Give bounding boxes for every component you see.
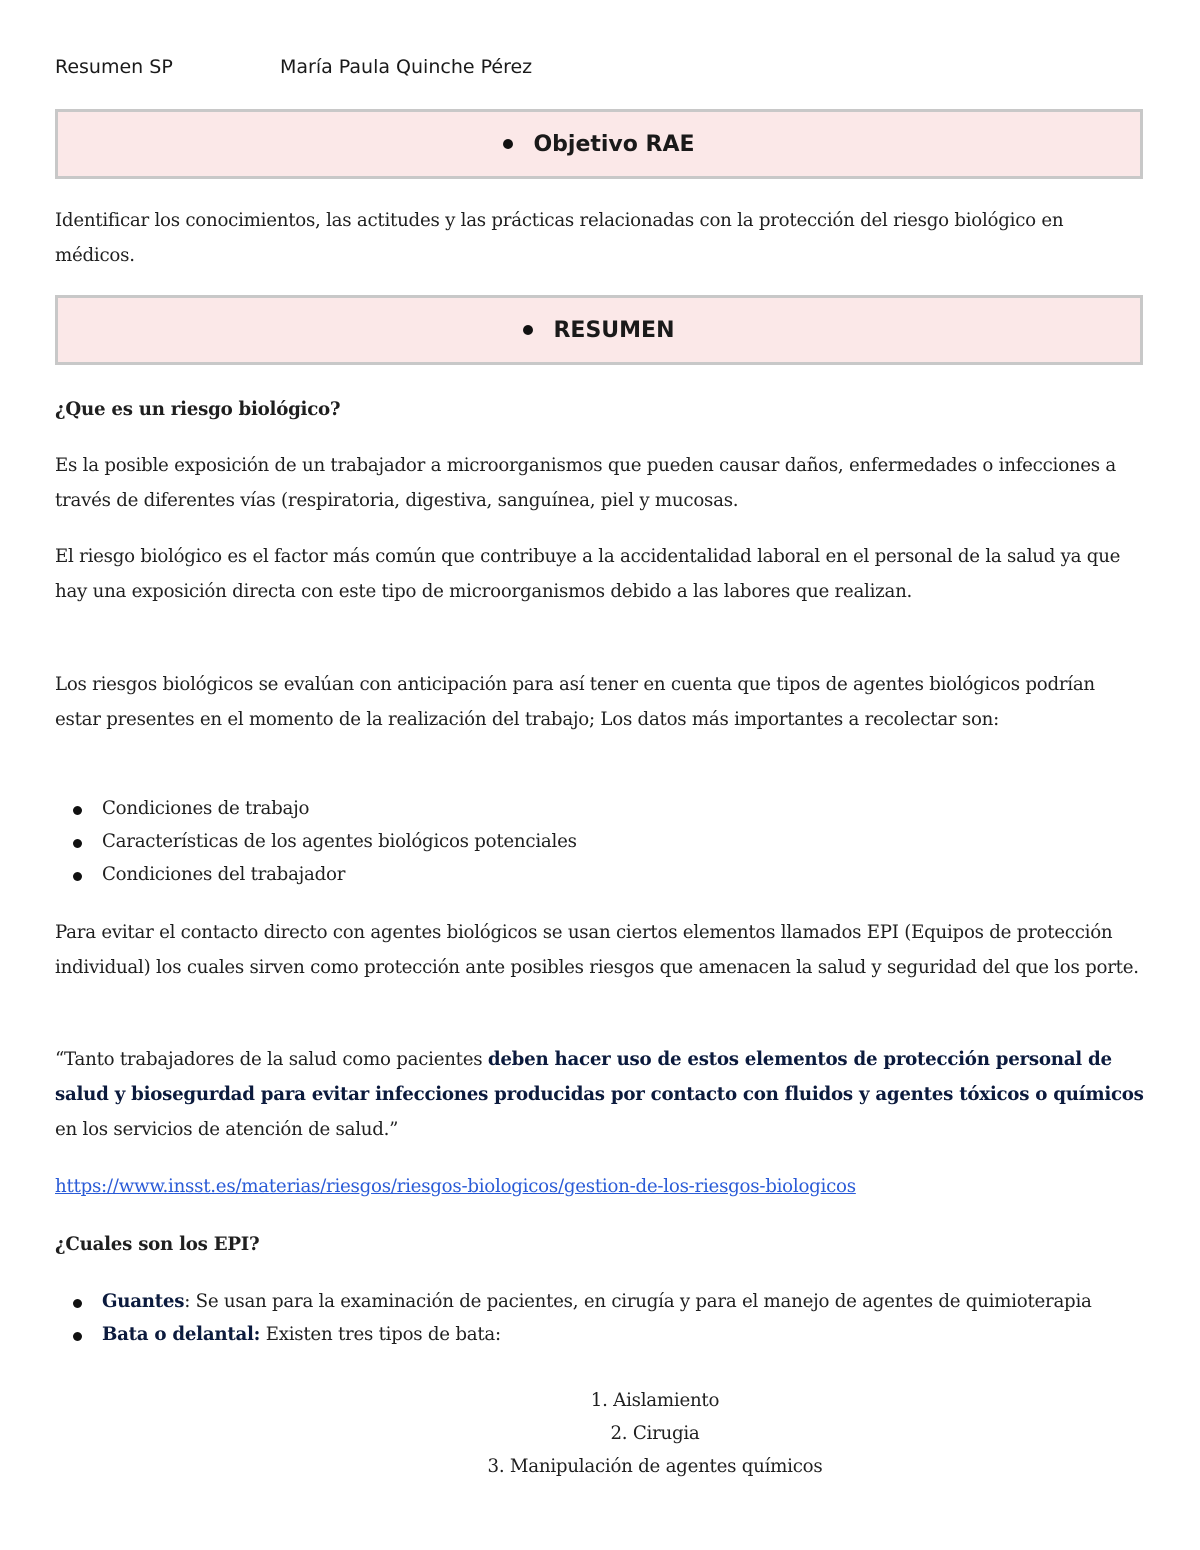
- epi-intro-paragraph: Para evitar el contacto directo con agentes biológicos se usan ciertos elementos llamados EPI (Equipos de protección individual) los cuales sirven como protección ante posibles riesgos que amenacen la salud y seguridad del que los porte.: [55, 922, 1139, 978]
- list-item: [55, 825, 1145, 858]
- bata-label: Bata o delantal:: [102, 1324, 261, 1345]
- guantes-text: : Se usan para la examinación de pacientes, en cirugía y para el manejo de agentes de quimioterapia: [184, 1291, 1092, 1312]
- author-name: María Paula Quinche Pérez: [280, 56, 533, 78]
- page-header: [55, 56, 1145, 82]
- bullet-icon: [73, 872, 82, 881]
- guantes-label: Guantes: [102, 1291, 185, 1312]
- bata-text: Existen tres tipos de bata:: [260, 1324, 501, 1345]
- quote-start: “Tanto trabajadores de la salud como pacientes: [55, 1049, 488, 1070]
- list-item-text: Características de los agentes biológicos potenciales: [102, 831, 577, 852]
- source-link-line: [55, 1169, 1145, 1204]
- list-item: 2. Cirugia: [610, 1423, 700, 1444]
- list-item: [55, 858, 1145, 891]
- list-item: 1. Aislamiento: [590, 1390, 720, 1411]
- list-item-text: Condiciones de trabajo: [102, 798, 310, 819]
- quote-end: en los servicios de atención de salud.”: [55, 1119, 399, 1140]
- datos-list: [55, 792, 1145, 891]
- list-item-text: Condiciones del trabajador: [102, 864, 346, 885]
- epi-list: [55, 1285, 1145, 1351]
- riesgo-question-heading: ¿Que es un riesgo biológico?: [55, 399, 341, 420]
- epi-question-heading: ¿Cuales son los EPI?: [55, 1234, 260, 1255]
- riesgo-paragraph-3: Los riesgos biológicos se evalúan con anticipación para así tener en cuenta que tipos de agentes biológicos podrían estar presentes en el momento de la realización del trabajo; Los datos más importantes a recolectar son:: [55, 674, 1095, 730]
- objetivo-section-banner: [55, 109, 1143, 179]
- bata-types-list: [405, 1384, 905, 1483]
- list-item: 3. Manipulación de agentes químicos: [487, 1456, 823, 1477]
- list-item: [55, 1318, 1145, 1351]
- objetivo-text: Identificar los conocimientos, las actitudes y las prácticas relacionadas con la protección del riesgo biológico en médicos.: [55, 210, 1064, 266]
- objetivo-title: Objetivo RAE: [533, 131, 695, 157]
- bullet-icon: [73, 1299, 82, 1308]
- list-item: [55, 792, 1145, 825]
- quote-emphasis: deben hacer uso de estos elementos de protección personal de salud y biosegurdad para evitar infecciones producidas por contacto con fluidos y agentes tóxicos o químicos: [55, 1049, 1144, 1105]
- resumen-title: RESUMEN: [553, 317, 675, 343]
- riesgo-paragraph-2: El riesgo biológico es el factor más común que contribuye a la accidentalidad laboral en el personal de la salud ya que hay una exposición directa con este tipo de microorganismos debido a las labores que realizan.: [55, 546, 1121, 602]
- list-item: [55, 1285, 1145, 1318]
- resumen-section-banner: [55, 295, 1143, 365]
- bullet-icon: [73, 806, 82, 815]
- riesgo-paragraph-1: Es la posible exposición de un trabajador a microorganismos que pueden causar daños, enfermedades o infecciones a través de diferentes vías (respiratoria, digestiva, sanguínea, piel y mucosas.: [55, 455, 1117, 511]
- bullet-icon: [73, 1332, 82, 1341]
- document-title: Resumen SP: [55, 56, 173, 78]
- source-link[interactable]: https://www.insst.es/materias/riesgos/riesgos-biologicos/gestion-de-los-riesgos-biologicos: [55, 1176, 856, 1197]
- bullet-icon: [73, 839, 82, 848]
- bullet-icon: [503, 139, 513, 149]
- quote-paragraph: [55, 1042, 1145, 1147]
- bullet-icon: [523, 325, 533, 335]
